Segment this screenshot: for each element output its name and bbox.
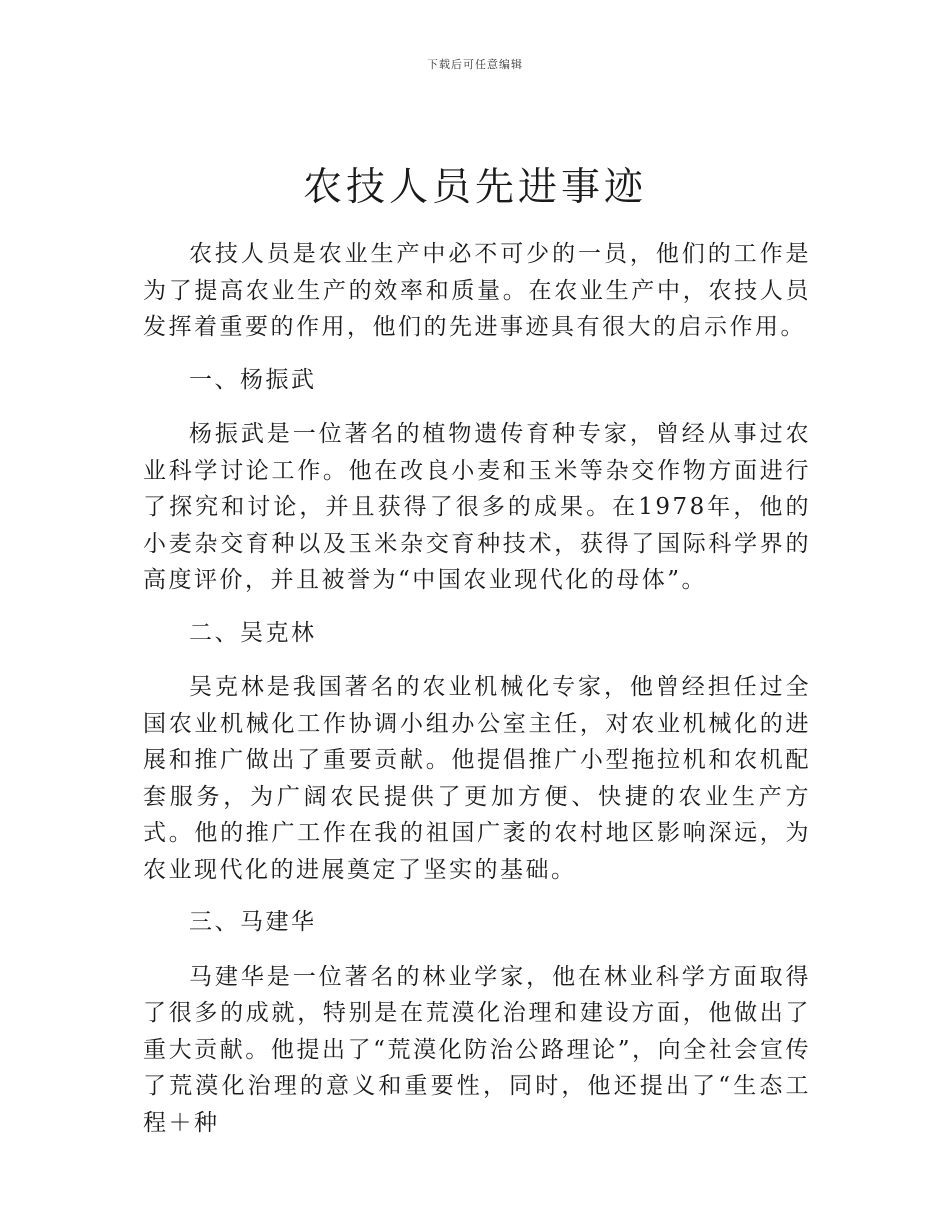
section-heading-3: 三、马建华 xyxy=(189,909,317,935)
section-body-2: 吴克林是我国著名的农业机械化专家，他曾经担任过全国农业机械化工作协调小组办公室主任，对农业机械化的进展和推广做出了重要贡献。他提倡推广小型拖拉机和农机配套服务，为广阔农民提供了更加方便、快捷的农业生产方式。他的推广工作在我的祖国广袤的农村地区影响深远，为农业现代化的进展奠定了坚实的基础。 xyxy=(143,674,811,883)
document-title: 农技人员先进事迹 xyxy=(302,165,647,210)
intro-paragraph: 农技人员是农业生产中必不可少的一员，他们的工作是为了提高农业生产的效率和质量。在农业生产中，农技人员发挥着重要的作用，他们的先进事迹具有很大的启示作用。 xyxy=(143,241,811,340)
header-note: 下载后可任意编辑 xyxy=(427,58,523,71)
section-heading-1: 一、杨振武 xyxy=(189,366,317,393)
document-body xyxy=(143,236,811,1141)
section-body-1: 杨振武是一位著名的植物遗传育种专家，曾经从事过农业科学讨论工作。他在改良小麦和玉米等杂交作物方面进行了探究和讨论，并且获得了很多的成果。在1978年，他的小麦杂交育种以及玉米杂交育种技术，获得了国际科学界的高度评价，并且被誉为“中国农业现代化的母体”。 xyxy=(143,421,811,593)
section-heading-2: 二、吴克林 xyxy=(189,619,317,646)
section-body-3: 马建华是一位著名的林业学家，他在林业科学方面取得了很多的成就，特别是在荒漠化治理和建设方面，他做出了重大贡献。他提出了“荒漠化防治公路理论”，向全社会宣传了荒漠化治理的意义和重要性，同时，他还提出了“生态工程＋种 xyxy=(143,963,811,1136)
